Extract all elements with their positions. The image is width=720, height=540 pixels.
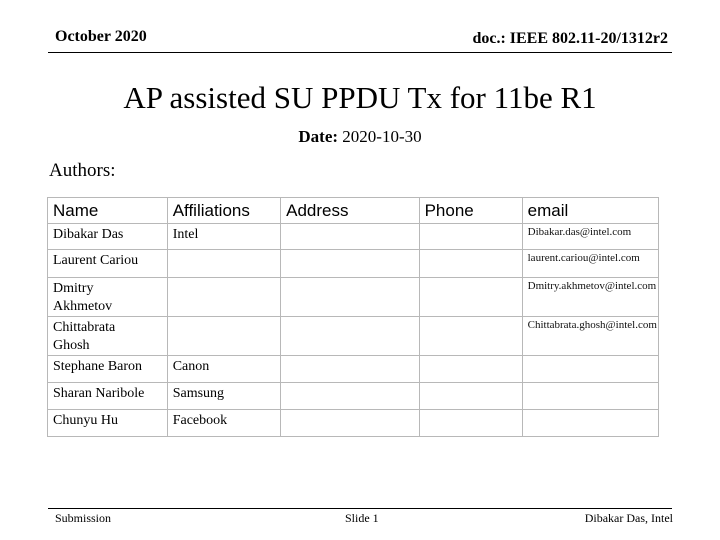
table-row (48, 317, 659, 356)
date-label: Date: (298, 127, 339, 146)
author-affiliation (167, 278, 280, 317)
author-address (281, 317, 419, 356)
author-email (522, 356, 658, 383)
col-header-phone: Phone (419, 198, 522, 224)
author-address (281, 383, 419, 410)
header-divider (48, 52, 672, 53)
footer-slide-number: Slide 1 (345, 511, 379, 525)
author-phone (419, 224, 522, 250)
table-header-row (48, 198, 659, 224)
author-affiliation: Facebook (167, 410, 280, 437)
author-phone (419, 278, 522, 317)
col-header-name: Name (48, 198, 168, 224)
footer-submission: Submission (55, 511, 112, 525)
author-address (281, 224, 419, 250)
table-row (48, 383, 659, 410)
author-address (281, 278, 419, 317)
author-email (522, 410, 658, 437)
author-name: Chunyu Hu (48, 410, 168, 437)
footer-divider (48, 508, 672, 509)
author-email: Dibakar.das@intel.com (522, 224, 658, 250)
footer-author: Dibakar Das, Intel (584, 511, 673, 525)
author-email: laurent.cariou@intel.com (522, 250, 658, 278)
author-name: Laurent Cariou (48, 250, 168, 278)
author-phone (419, 250, 522, 278)
author-affiliation: Canon (167, 356, 280, 383)
col-header-address: Address (281, 198, 419, 224)
author-name: Dmitry Akhmetov (48, 278, 168, 317)
table-row (48, 410, 659, 437)
table-row (48, 356, 659, 383)
author-phone (419, 356, 522, 383)
col-header-email: email (522, 198, 658, 224)
author-affiliation (167, 250, 280, 278)
author-affiliation: Samsung (167, 383, 280, 410)
author-phone (419, 317, 522, 356)
author-name: Stephane Baron (48, 356, 168, 383)
table-row (48, 224, 659, 250)
author-affiliation: Intel (167, 224, 280, 250)
date-value: 2020-10-30 (342, 127, 422, 146)
author-affiliation (167, 317, 280, 356)
authors-table (47, 197, 659, 437)
header-date: October 2020 (55, 28, 147, 45)
author-name: Chittabrata Ghosh (48, 317, 168, 356)
author-phone (419, 383, 522, 410)
table-row (48, 250, 659, 278)
author-address (281, 356, 419, 383)
author-email: Dmitry.akhmetov@intel.com (522, 278, 658, 317)
slide-title: AP assisted SU PPDU Tx for 11be R1 (123, 80, 597, 115)
slide-date (0, 127, 720, 147)
author-address (281, 250, 419, 278)
col-header-affiliations: Affiliations (167, 198, 280, 224)
author-phone (419, 410, 522, 437)
header-doc-id: doc.: IEEE 802.11-20/1312r2 (472, 30, 668, 47)
author-email: Chittabrata.ghosh@intel.com (522, 317, 658, 356)
author-email (522, 383, 658, 410)
author-name: Dibakar Das (48, 224, 168, 250)
author-name: Sharan Naribole (48, 383, 168, 410)
author-address (281, 410, 419, 437)
authors-label: Authors: (49, 160, 116, 181)
table-row (48, 278, 659, 317)
